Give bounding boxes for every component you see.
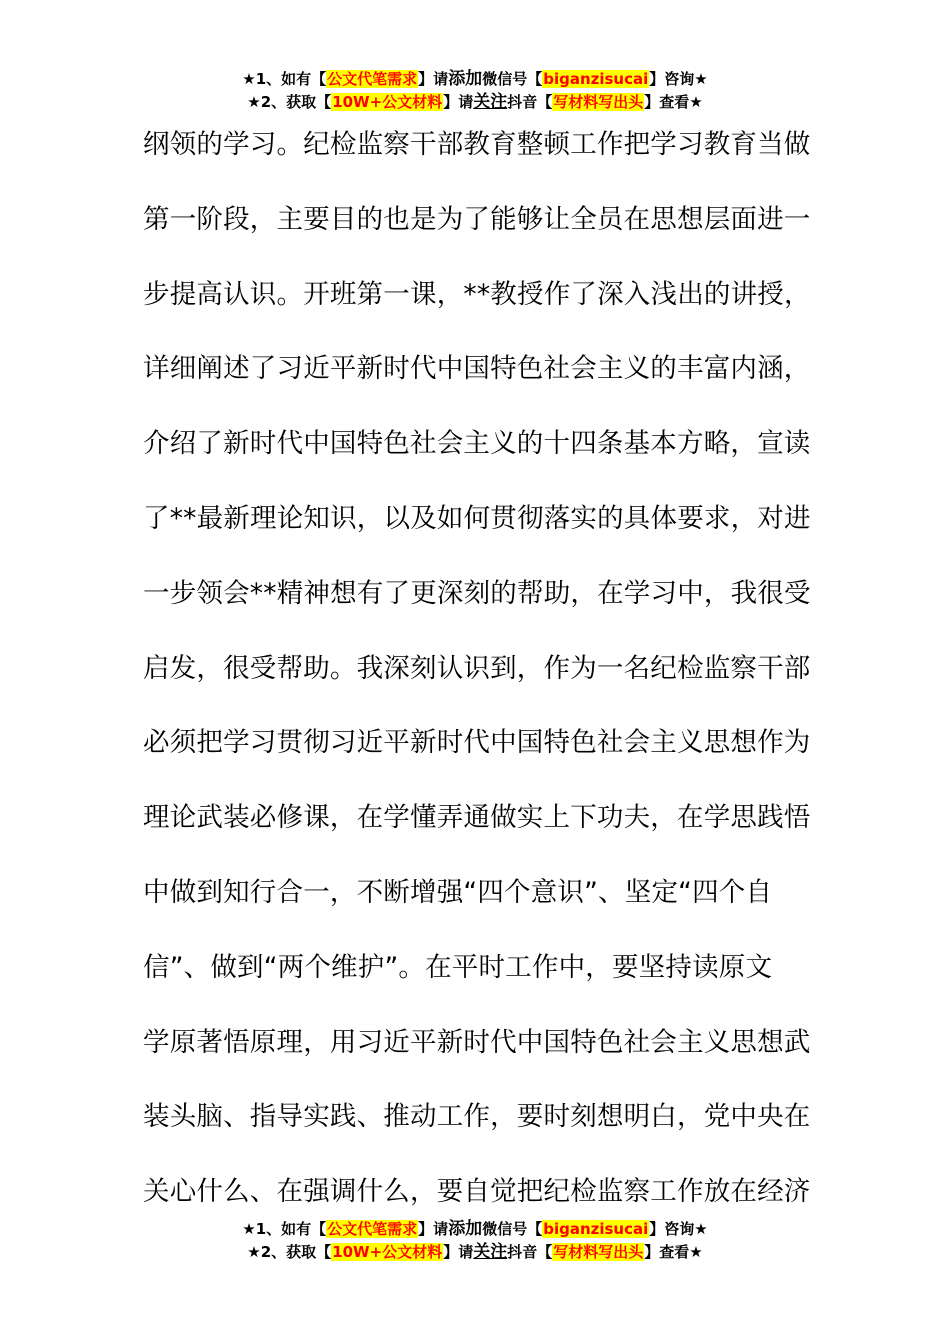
banner-highlight: biganzisucai — [543, 1220, 649, 1238]
banner-highlight: biganzisucai — [543, 70, 649, 88]
body-line: 中做到知行合一，不断增强“四个意识”、坚定“四个自 — [143, 876, 773, 908]
banner-text: ★1、如有【 — [242, 1220, 327, 1238]
body-line: 第一阶段，主要目的也是为了能够让全员在思想层面进一 — [143, 203, 811, 235]
banner-text: 】查看★ — [644, 1243, 703, 1261]
header-banner — [0, 68, 950, 114]
banner-text: 微信号【 — [482, 70, 543, 88]
body-line: 详细阐述了习近平新时代中国特色社会主义的丰富内涵， — [143, 353, 811, 385]
document-body — [143, 118, 813, 1240]
body-line: 了**最新理论知识，以及如何贯彻落实的具体要求，对进 — [143, 502, 811, 534]
banner-text: 】请 — [418, 1220, 449, 1238]
banner-text: 】咨询★ — [649, 70, 708, 88]
banner-highlight: 公文代笔需求 — [327, 1220, 418, 1238]
banner-text: 微信号【 — [482, 1220, 543, 1238]
body-line: 必须把学习贯彻习近平新时代中国特色社会主义思想作为 — [143, 727, 811, 759]
banner-highlight: 写材料写出头 — [553, 93, 644, 111]
banner-line-1 — [0, 1218, 950, 1241]
banner-highlight: 10W+公文材料 — [332, 93, 443, 111]
banner-emphasis: 关注 — [473, 1242, 508, 1262]
banner-text: 抖音【 — [507, 1243, 553, 1261]
banner-highlight: 公文代笔需求 — [327, 70, 418, 88]
banner-text: ★1、如有【 — [242, 70, 327, 88]
banner-highlight: 写材料写出头 — [553, 1243, 644, 1261]
body-line: 介绍了新时代中国特色社会主义的十四条基本方略，宣读 — [143, 428, 811, 460]
body-line: 信”、做到“两个维护”。在平时工作中，要坚持读原文 — [143, 951, 773, 983]
banner-line-2 — [0, 91, 950, 114]
footer-banner — [0, 1218, 950, 1264]
banner-text: 】咨询★ — [649, 1220, 708, 1238]
banner-line-1 — [0, 68, 950, 91]
banner-line-2 — [0, 1241, 950, 1264]
banner-text: ★2、获取【 — [247, 1243, 332, 1261]
banner-text: 抖音【 — [507, 93, 553, 111]
banner-highlight: 10W+公文材料 — [332, 1243, 443, 1261]
body-line: 关心什么、在强调什么，要自觉把纪检监察工作放在经济 — [143, 1176, 811, 1208]
body-line: 装头脑、指导实践、推动工作，要时刻想明白，党中央在 — [143, 1101, 811, 1133]
body-line: 启发，很受帮助。我深刻认识到，作为一名纪检监察干部 — [143, 652, 811, 684]
banner-text: 】请 — [443, 93, 474, 111]
body-line: 理论武装必修课，在学懂弄通做实上下功夫，在学思践悟 — [143, 802, 811, 834]
banner-emphasis: 添加 — [448, 69, 483, 89]
body-line: 一步领会**精神想有了更深刻的帮助，在学习中，我很受 — [143, 577, 811, 609]
body-line: 纲领的学习。纪检监察干部教育整顿工作把学习教育当做 — [143, 129, 811, 160]
banner-emphasis: 添加 — [448, 1219, 483, 1239]
banner-text: 】请 — [418, 70, 449, 88]
banner-text: ★2、获取【 — [247, 93, 332, 111]
body-line: 学原著悟原理，用习近平新时代中国特色社会主义思想武 — [143, 1026, 811, 1058]
banner-emphasis: 关注 — [473, 92, 508, 112]
body-line: 步提高认识。开班第一课，**教授作了深入浅出的讲授， — [143, 278, 811, 310]
banner-text: 】查看★ — [644, 93, 703, 111]
banner-text: 】请 — [443, 1243, 474, 1261]
